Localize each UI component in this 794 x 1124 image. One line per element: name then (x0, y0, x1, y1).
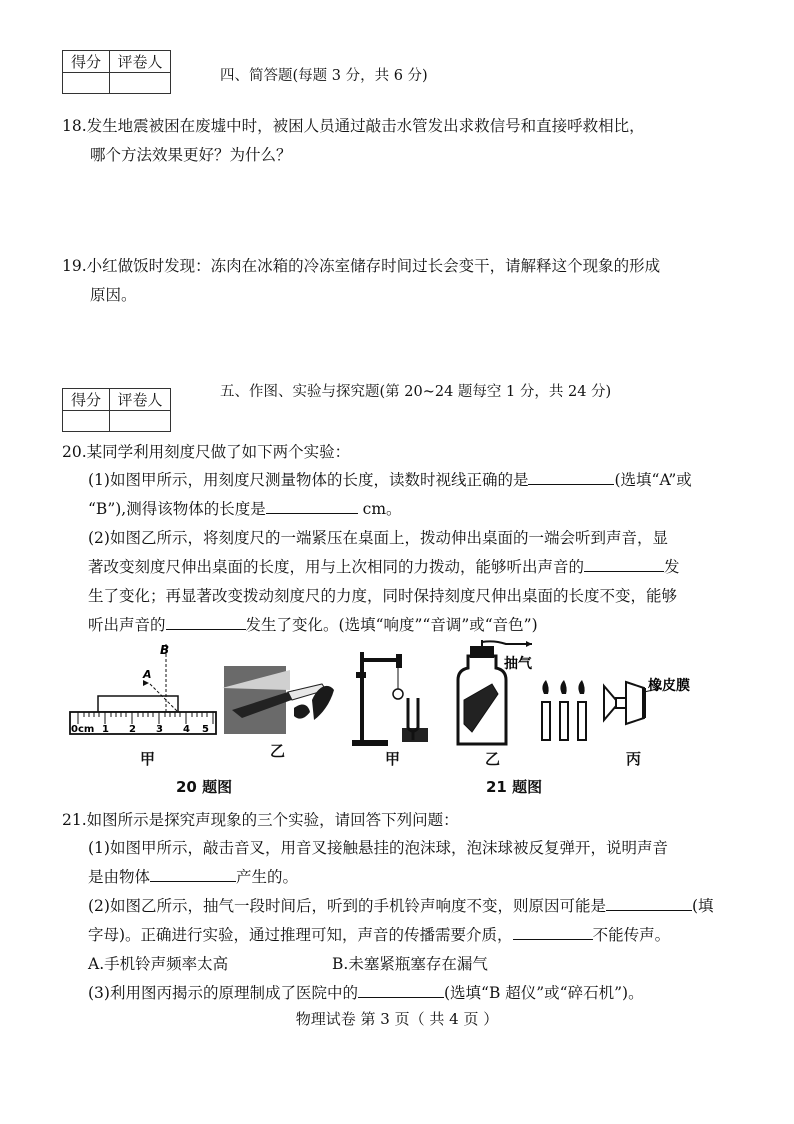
fig20-yi-label: 乙 (270, 742, 286, 760)
question-21-part1: (1)如图甲所示，敲击音叉，用音叉接触悬挂的泡沫球，泡沫球被反复弹开，说明声音 是由物体 产生的。 (88, 839, 668, 886)
reviewer-label: 评卷人 (110, 51, 171, 73)
score-table-section5 (62, 388, 171, 432)
answer-blank-21-3[interactable] (513, 925, 593, 940)
answer-blank-20-4[interactable] (166, 615, 246, 630)
answer-blank-20-1[interactable] (528, 470, 614, 485)
reviewer-cell[interactable] (110, 411, 171, 432)
caption-fig20: 20 题图 (176, 778, 233, 796)
score-cell[interactable] (63, 73, 110, 94)
question-20-part2: (2)如图乙所示，将刻度尺的一端紧压在桌面上，拨动伸出桌面的一端会听到声音，显 著改变刻度尺伸出桌面的长度，用与上次相同的力拨动，能够听出声音的 发 生了变化；再显著改变拨动刻度尺的力度，同时保持刻度尺伸出桌面的长度不变，能够 听出声音的 发生了变化。(选填“响度”“音调”或“音色”) (88, 529, 680, 634)
label-A: A (143, 668, 152, 681)
fig21-yi-label: 乙 (485, 750, 501, 768)
score-label: 得分 (63, 51, 110, 73)
question-21-part2: (2)如图乙所示，抽气一段时间后，听到的手机铃声响度不变，则原因可能是 (填 字母)。正确进行实验，通过推理可知，声音的传播需要介质， 不能传声。 A.手机铃声频率太高 B.未塞紧瓶塞存在漏气 (3)利用图丙揭示的原理制成了医院中的 (选填“B 超仪”或“碎石机”)。 (88, 897, 714, 1002)
question-18-line2: 哪个方法效果更好？为什么？ (90, 146, 292, 164)
score-label: 得分 (63, 389, 110, 411)
answer-blank-21-1[interactable] (150, 867, 236, 882)
pump-label: 抽气 (504, 656, 532, 672)
ruler-number-3: 3 (156, 724, 163, 735)
option-B: B.未塞紧瓶塞存在漏气 (332, 955, 488, 973)
question-21-stem: 21.如图所示是探究声现象的三个实验，请回答下列问题： (62, 811, 459, 829)
question-18-line1: 18.发生地震被困在废墟中时，被困人员通过敲击水管发出求救信号和直接呼救相比， (62, 117, 645, 135)
figure-20-yi-ruler-desk (222, 664, 342, 736)
ruler-number-5: 5 (202, 724, 209, 735)
option-A: A.手机铃声频率太高 (88, 955, 229, 973)
answer-blank-21-2[interactable] (606, 896, 692, 911)
ruler-unit: 0cm (71, 724, 95, 735)
score-cell[interactable] (63, 411, 110, 432)
page-footer: 物理试卷 第 3 页（ 共 4 页 ） (295, 1010, 499, 1028)
answer-blank-21-4[interactable] (358, 983, 444, 998)
label-B: B (160, 643, 170, 657)
section5-title: 五、作图、实验与探究题(第 20~24 题每空 1 分，共 24 分) (220, 384, 612, 400)
reviewer-label: 评卷人 (110, 389, 171, 411)
question-19-line1: 19.小红做饭时发现：冻肉在冰箱的冷冻室储存时间过长会变干，请解释这个现象的形成 (62, 257, 661, 275)
ruler-number-2: 2 (129, 724, 136, 735)
figure-20-jia-ruler (68, 640, 218, 740)
answer-blank-20-2[interactable] (266, 499, 358, 514)
score-table-section4 (62, 50, 171, 94)
question-20-stem: 20.某同学利用刻度尺做了如下两个实验： (62, 443, 351, 461)
figure-21-jia-tuning-fork (352, 650, 432, 748)
question-20-part1: (1)如图甲所示，用刻度尺测量物体的长度，读数时视线正确的是 (选填“A”或 “B”),测得该物体的长度是 cm。 (88, 471, 692, 518)
question-18 (62, 112, 645, 170)
caption-fig21: 21 题图 (486, 778, 543, 796)
ruler-number-4: 4 (183, 724, 190, 735)
answer-blank-20-3[interactable] (584, 557, 664, 572)
reviewer-cell[interactable] (110, 73, 171, 94)
ruler-number-1: 1 (102, 724, 109, 735)
figure-21-bing-candles (536, 672, 696, 744)
section4-title: 四、简答题(每题 3 分，共 6 分) (220, 68, 428, 84)
question-19-line2: 原因。 (90, 286, 137, 304)
membrane-label: 橡皮膜 (648, 678, 690, 694)
fig21-jia-label: 甲 (385, 750, 401, 768)
figure-21-yi-bell-jar (436, 640, 536, 748)
question-19 (62, 252, 660, 310)
fig21-bing-label: 丙 (626, 750, 642, 768)
fig20-jia-label: 甲 (140, 750, 156, 768)
